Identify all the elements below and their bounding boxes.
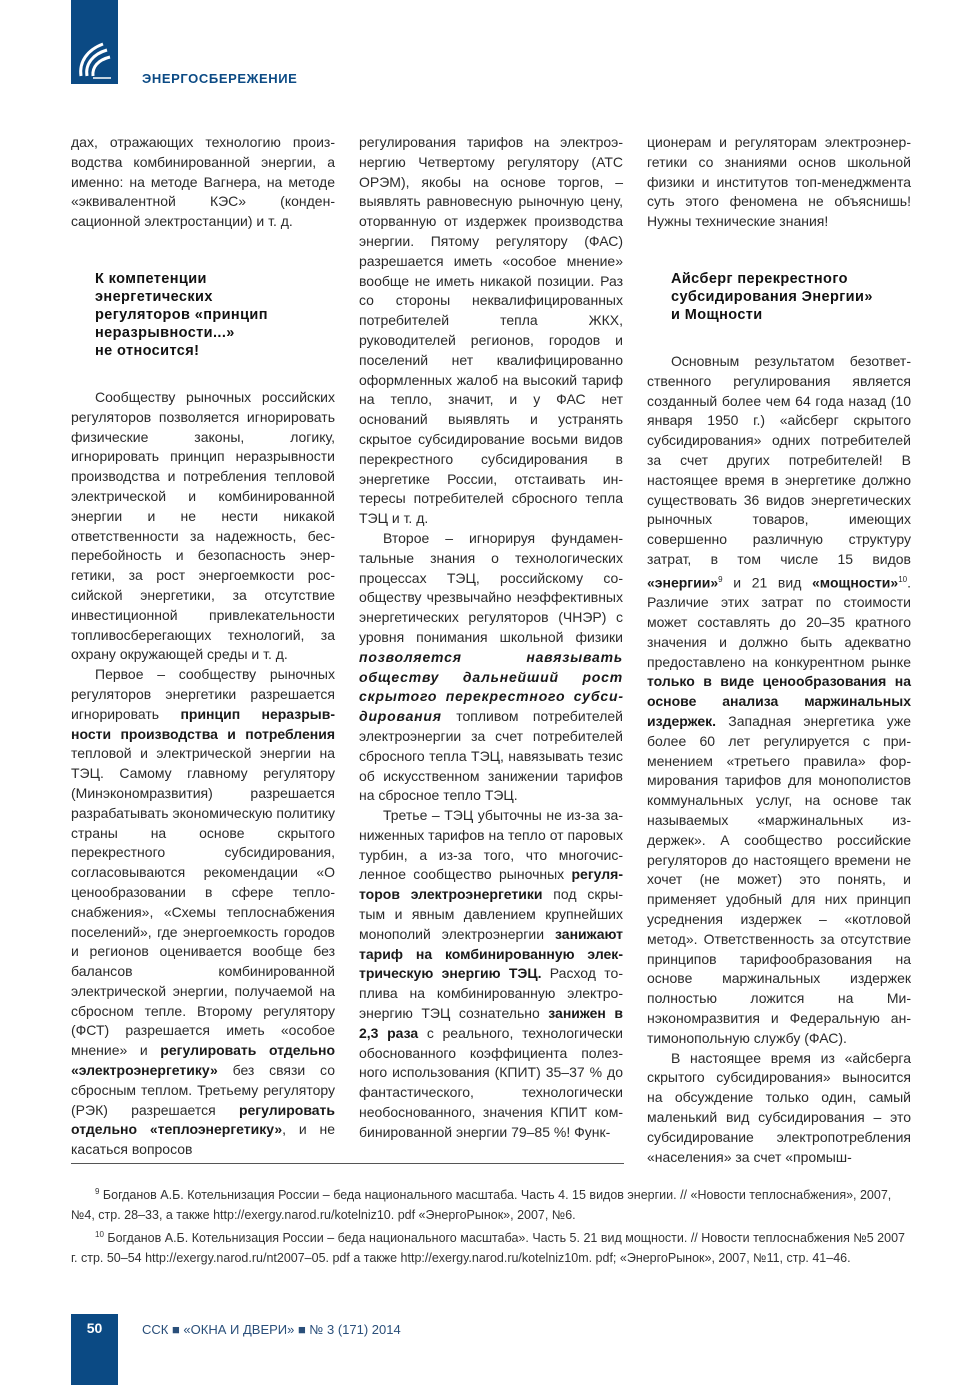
journal-info: ССК ■ «ОКНА И ДВЕРИ» ■ № 3 (171) 2014 <box>142 1322 401 1337</box>
subheading-iceberg: Айсберг перекрестного субсидирования Энергии» и Мощности <box>671 270 911 324</box>
footnote-9: $^9$ Богданов А.Б. Котельнизация России – беда национального масштаба. Часть 4. 15 видов энергии. // «Новости теплоснабжения», 2007, №4, стр. 28–33, а также http://exergy.narod.ru/kotelniz10. pdf «ЭнергоРынок», 2007, №6. <box>71 1187 892 1222</box>
page-number: 50 <box>86 1320 103 1336</box>
paragraph: дах, отражающих технологию производства комбинированной энергии, а именно: на методе Вагнера, на методе «эквивалентной КЭС» (конденсационной электростанции) и т. д. <box>71 134 335 230</box>
header-color-tab <box>71 0 118 84</box>
subheading-competence: К компетенции энергетических регуляторов «принцип неразрывности...» не относится! <box>95 270 335 360</box>
footnote-ref: 10 <box>898 574 908 584</box>
paragraph: Третье – ТЭЦ убыточны не из-за заниженных тарифов на тепло от паровых турбин, а из-за того, что многочисленное сообщество рыночных регуляторов электроэнергетики под скрытым и явным давлением крупнейших монополий электроэнергии занижают тариф на комбинированную электрическую энергию ТЭЦ. Расход топлива на комбинированную электроэнергию ТЭЦ сознательно занижен в 2,3 раза с реального, технологически обоснованного коэффициента полезного использования (КПИТ) 35–37 % до фантастического, технологически необоснованного, значения КПИТ комбинированной энергии 79–85 %! Функ- <box>359 807 624 1140</box>
paragraph: Основным результатом безответственного регулирования является созданный более чем 64 года назад (10 января 1950 г.) «айсберг скрытого субсидирования» одних потребителей за счет других потребителей! В настоящее время в энергетике должно существовать 36 видов энергетических рыночных товаров, имеющих совершенно различную структуру затрат, в том числе 15 видов «энергии»$^9$ и 21 вид «мощности»$^{10}$. Различие этих затрат по стоимости может составлять до 20–35 кратного значения и должно быть адекватно предоставлено на конкурентном рынке только в виде ценообразования на основе анализа маржинальных издержек. Западная энергетика уже более 60 лет регулируется с применением «третьего правила» формирования тарифов для монополистов коммунальных услуг, на основе так называемых «маржинальных издержек». А сообщество российские регуляторов до настоящего времени не хочет (не может) это понять, и применяет удобный для них принцип усреднения издержек – «котловой метод». Ответственность за отсутствие принципов тарифообразования на основе маржинальных издержек полностью ложится на Минэкономразвития и Федеральную антимонопольную службу (ФАС). <box>647 352 911 1046</box>
paragraph: Первое – сообществу рыночных регуляторов энергетики разрешается игнорировать принцип неразрывности производства и потребления тепловой и электрической энергии на ТЭЦ. Самому главному регулятору (Минэкономразвития) разрешается разрабатывать экономическую политику страны на основе скрытого перекрестного субсидирования, согласовываются рекомендации «О ценообразовании в сфере теплоснабжения», «Схемы теплоснабжения поселений», где энергоемкость городов и регионов оценивается вообще без балансов комбинированной электрической энергии, получаемой на сбросном тепле. Второму регулятору (ФСТ) разрешается иметь «особое мнение» и регулировать отдельно «электроэнергетику» без связи со сбросным теплом. Третьему регулятору (РЭК) разрешается регулировать отдельно «теплоэнергетику», и не касаться вопросов <box>71 666 336 1158</box>
stylized-arcs-logo-icon <box>77 36 113 80</box>
footer-color-tab <box>71 1314 118 1385</box>
footnote-divider <box>71 1163 624 1164</box>
text-column-3 <box>647 133 911 1167</box>
paragraph: ционерам и регуляторам электроэнергетики со знаниями основ школьной физики и институтов топ-менеджмента суть этого феномена не объяснишь! Нужны технические знания! <box>647 134 911 230</box>
footnote-ref: 9 <box>718 574 723 584</box>
footnote-10: $^{10}$ Богданов А.Б. Котельнизация России – беда национального масштаба». Часть 5. 21 вид мощности. // Новости теплоснабжения №5 2007 г. стр. 50–54 http://exergy.narod.ru/nt2007–05. pdf а также http://exergy.narod.ru/kotelniz10m. pdf; «ЭнергоРынок», 2007, №11, стр. 41–46. <box>71 1230 905 1265</box>
paragraph: Второе – игнорируя фундаментальные знания о технологических процессах ТЭЦ, российскому сообществу чрезвычайно неэффективных энергетических регуляторов (ЧНЭР) с уровня понимания школьной физики позволяется навязывать обществу дальнейший рост скрытого перекрестного субсидирования топливом потребителей электроэнергии за счет потребителей сбросного тепла ТЭЦ, навязывать тезис об искусственном занижении тарифов на сбросное тепло ТЭЦ. <box>359 529 623 804</box>
text-column-1 <box>71 133 335 1160</box>
paragraph: регулирования тарифов на электроэнергию Четвертому регулятору (АТС ОРЭМ), якобы на основе торгов, – выявлять равновесную рыночную цену, оторванную от издержек производства энергии. Пятому регулятору (ФАС) разрешается иметь «особое мнение» вообще не иметь никакой позиции. Раз со стороны неквалифицированных потребителей тепла ЖКХ, руководителей регионов, городов и поселений нет квалифицированно оформленных жалоб на высокий тариф на тепло, значит, и у ФАС нет оснований выявлять и устранять скрытое субсидирование восьми видов перекрестного субсидирования в энергетике России, отстаивать интересы потребителей сбросного тепла ТЭЦ и т. д. <box>359 134 623 527</box>
paragraph: В настоящее время из «айсберга скрытого субсидирования» выносится на обсуждение только один, самый маленький вид субсидирования – это субсидирование электропотребления «населения» за счет «промыш- <box>647 1049 911 1165</box>
text-column-2 <box>359 133 623 1143</box>
paragraph: Сообществу рыночных российских регуляторов позволяется игнорировать физические законы, логику, игнорировать принцип неразрывности производства и потребления тепловой электрической и комбинированной энергии и не нести никакой ответственности за надежность, бесперебойность и безопасность энергетики, за рост энергоемкости российской энергетики, за отсутствие инвестиционной привлекательности топливосберегающих технологий, за охрану окружающей среды и т. д. <box>71 388 335 663</box>
footnotes <box>71 1182 913 1268</box>
section-label: ЭНЕРГОСБЕРЕЖЕНИЕ <box>142 71 298 86</box>
